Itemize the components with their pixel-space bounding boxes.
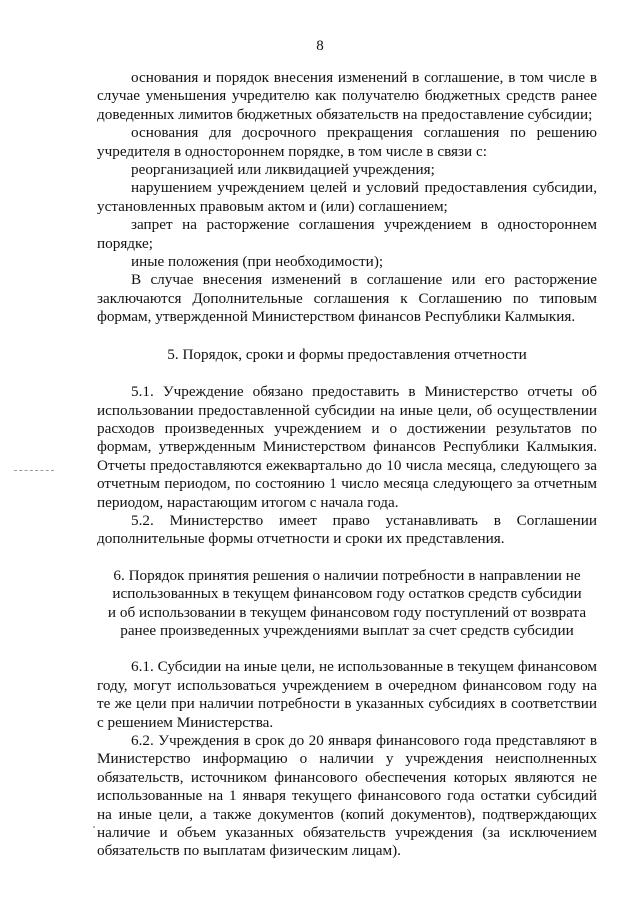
page-number: 8 bbox=[316, 38, 324, 54]
section-5-heading: 5. Порядок, сроки и формы предоставления отчетности bbox=[167, 345, 527, 363]
section-6-heading-wrap bbox=[97, 567, 597, 641]
scan-artifact bbox=[93, 826, 95, 828]
paragraph: основания для досрочного прекращения соглашения по решению учредителя в одностороннем порядке, в том числе в связи с: bbox=[97, 124, 597, 160]
margin-mark bbox=[14, 470, 54, 471]
paragraph: запрет на расторжение соглашения учреждением в одностороннем порядке; bbox=[97, 216, 597, 252]
paragraph: реорганизацией или ликвидацией учреждения; bbox=[131, 161, 435, 179]
paragraph: основания и порядок внесения изменений в соглашение, в том числе в случае уменьшения учредителю как получателю бюджетных средств ранее доведенных лимитов бюджетных обязательств на предоставление субсидии; bbox=[97, 69, 597, 123]
paragraph-5-2: 5.2. Министерство имеет право устанавливать в Соглашении дополнительные формы отчетности и сроки их представления. bbox=[97, 511, 597, 548]
section-6-heading: 6. Порядок принятия решения о наличии потребности в направлении не использованных в текущем финансовом году остатков средств субсидии и об использовании в текущем финансовом году поступлений от возврата ранее произведенных учреждениями выплат за счет средств субсидии bbox=[107, 566, 587, 639]
paragraph-5-1: 5.1. Учреждение обязано предоставить в Министерство отчеты об использовании предоставленной субсидии на иные цели, об осуществлении расходов произведенных учреждением и о достижении результатов по формам, утвержденным Министерством финансов Республики Калмыкия. Отчеты предоставляются ежеквартально до 10 числа месяца, следующего за отчетным периодом, по состоянию 1 число месяца следующего за отчетным периодом, нарастающим итогом с начала года. bbox=[97, 383, 597, 511]
paragraph-6-1: 6.1. Субсидии на иные цели, не использованные в текущем финансовом году, могут использоваться учреждением в очередном финансовом году на те же цели при наличии потребности в указанных субсидиях в соответствии с решением Министерства. bbox=[97, 658, 597, 731]
paragraph: нарушением учреждением целей и условий предоставления субсидии, установленных правовым актом и (или) соглашением; bbox=[97, 179, 597, 215]
document-body bbox=[97, 69, 597, 861]
paragraph-6-2: 6.2. Учреждения в срок до 20 января финансового года представляют в Министерство информацию о наличии у учреждения неисполненных обязательств, источником финансового обеспечения которых являются не использованные на 1 января текущего финансового года остатки субсидий на иные цели, а также документов (копий документов), подтверждающих наличие и объем указанных обязательств учреждения (за исключением обязательств по выплатам физическим лицам). bbox=[97, 732, 597, 860]
paragraph: В случае внесения изменений в соглашение или его расторжение заключаются Дополнительные соглашения к Соглашению по типовым формам, утвержденной Министерством финансов Республики Калмыкия. bbox=[97, 271, 597, 326]
paragraph: иные положения (при необходимости); bbox=[131, 253, 384, 271]
